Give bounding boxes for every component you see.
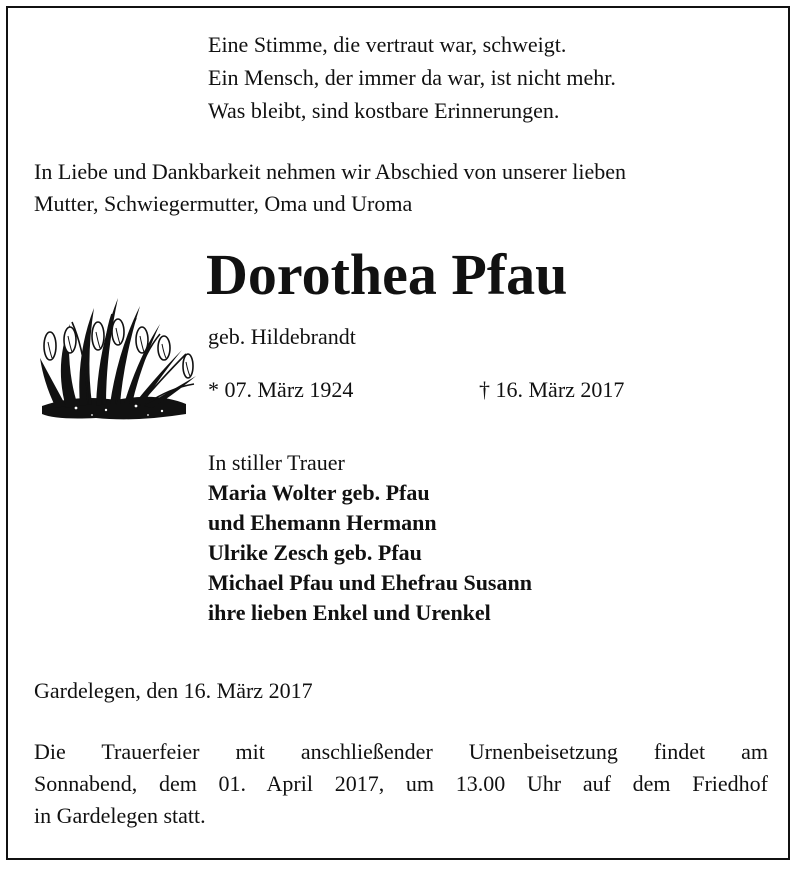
poem — [208, 28, 616, 127]
intro-line: Mutter, Schwiegermutter, Oma und Uroma — [34, 191, 413, 216]
place-date: Gardelegen, den 16. März 2017 — [34, 678, 313, 703]
obituary-frame — [6, 6, 790, 860]
maiden-name: geb. Hildebrandt — [208, 324, 356, 349]
notice-line: in Gardelegen statt. — [34, 803, 206, 828]
mourner-name: Michael Pfau und Ehefrau Susann — [208, 570, 532, 595]
poem-line: Was bleibt, sind kostbare Erinnerungen. — [208, 98, 560, 123]
mourner-name: und Ehemann Hermann — [208, 510, 437, 535]
notice-line: Sonnabend, dem 01. April 2017, um 13.00 Uhr auf dem Friedhof — [34, 771, 768, 796]
mourner-name: Maria Wolter geb. Pfau — [208, 480, 430, 505]
poem-line: Ein Mensch, der immer da war, ist nicht mehr. — [208, 65, 616, 90]
intro-text — [34, 156, 774, 220]
mourners-heading: In stiller Trauer — [208, 450, 345, 475]
notice-line: Die Trauerfeier mit anschließender Urnenbeisetzung findet am — [34, 739, 768, 764]
mourners-block — [208, 448, 532, 628]
death-date: † 16. März 2017 — [479, 377, 625, 402]
funeral-notice — [34, 736, 768, 832]
intro-line: In Liebe und Dankbarkeit nehmen wir Abschied von unserer lieben — [34, 159, 626, 184]
birth-date: * 07. März 1924 — [208, 377, 354, 402]
mourner-name: Ulrike Zesch geb. Pfau — [208, 540, 422, 565]
snowdrop-flowers-icon — [36, 284, 208, 424]
deceased-name: Dorothea Pfau — [206, 242, 568, 307]
mourner-name: ihre lieben Enkel und Urenkel — [208, 600, 491, 625]
poem-line: Eine Stimme, die vertraut war, schweigt. — [208, 32, 567, 57]
